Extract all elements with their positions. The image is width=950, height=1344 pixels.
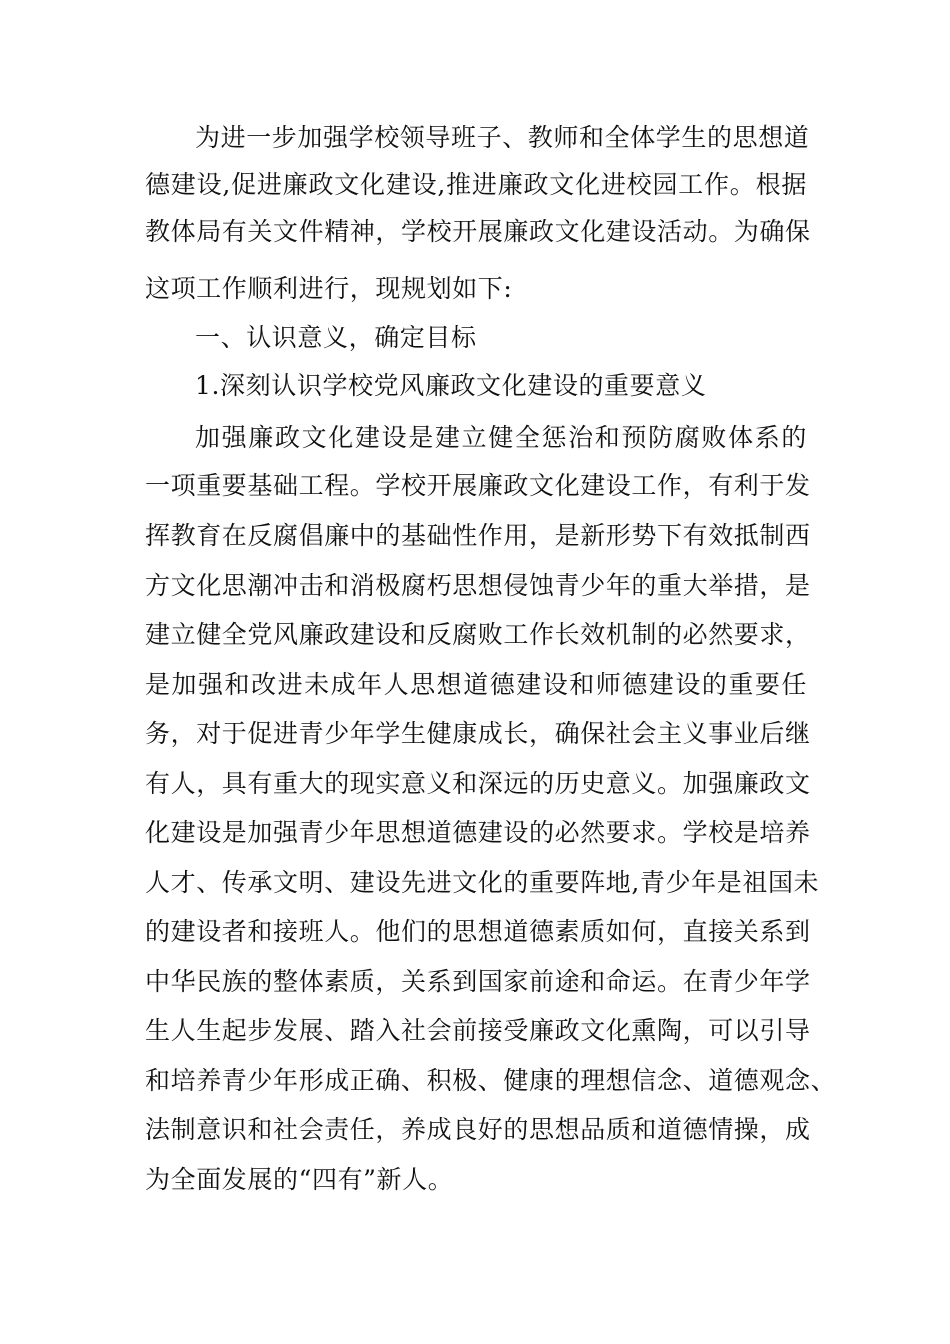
paragraph-line: 的建设者和接班人。他们的思想道德素质如何，直接关系到 bbox=[145, 917, 811, 946]
paragraph-line: 为进一步加强学校领导班子、教师和全体学生的思想道 bbox=[195, 123, 810, 152]
paragraph-line: 人才、传承文明、建设先进文化的重要阵地,青少年是祖国未 bbox=[145, 868, 820, 897]
paragraph-line: 和培养青少年形成正确、积极、健康的理想信念、道德观念、 bbox=[145, 1066, 837, 1095]
paragraph-line: 是加强和改进未成年人思想道德建设和师德建设的重要任 bbox=[145, 670, 807, 699]
paragraph-line: 务，对于促进青少年学生健康成长，确保社会主义事业后继 bbox=[145, 719, 811, 748]
section-heading: 一、认识意义，确定目标 bbox=[195, 323, 477, 352]
paragraph-line: 挥教育在反腐倡廉中的基础性作用，是新形势下有效抵制西 bbox=[145, 521, 811, 550]
paragraph-line: 法制意识和社会责任，养成良好的思想品质和道德情操，成 bbox=[145, 1115, 811, 1144]
paragraph-line: 德建设,促进廉政文化建设,推进廉政文化进校园工作。根据 bbox=[145, 170, 807, 199]
paragraph-line: 这项工作顺利进行，现规划如下: bbox=[145, 274, 513, 303]
paragraph-line: 一项重要基础工程。学校开展廉政文化建设工作，有利于发 bbox=[145, 471, 811, 500]
paragraph-line: 化建设是加强青少年思想道德建设的必然要求。学校是培养 bbox=[145, 818, 811, 847]
paragraph-line: 加强廉政文化建设是建立健全惩治和预防腐败体系的 bbox=[195, 423, 807, 452]
paragraph-line: 方文化思潮冲击和消极腐朽思想侵蚀青少年的重大举措，是 bbox=[145, 571, 811, 600]
paragraph-line: 中华民族的整体素质，关系到国家前途和命运。在青少年学 bbox=[145, 967, 811, 996]
paragraph-line: 为全面发展的“四有”新人。 bbox=[145, 1165, 454, 1194]
paragraph-line: 建立健全党风廉政建设和反腐败工作长效机制的必然要求， bbox=[145, 620, 811, 649]
paragraph-line: 生人生起步发展、踏入社会前接受廉政文化熏陶，可以引导 bbox=[145, 1016, 811, 1045]
subsection-heading: 1.深刻认识学校党风廉政文化建设的重要意义 bbox=[195, 371, 707, 400]
paragraph-line: 有人，具有重大的现实意义和深远的历史意义。加强廉政文 bbox=[145, 769, 811, 798]
paragraph-line: 教体局有关文件精神，学校开展廉政文化建设活动。为确保 bbox=[145, 217, 811, 246]
